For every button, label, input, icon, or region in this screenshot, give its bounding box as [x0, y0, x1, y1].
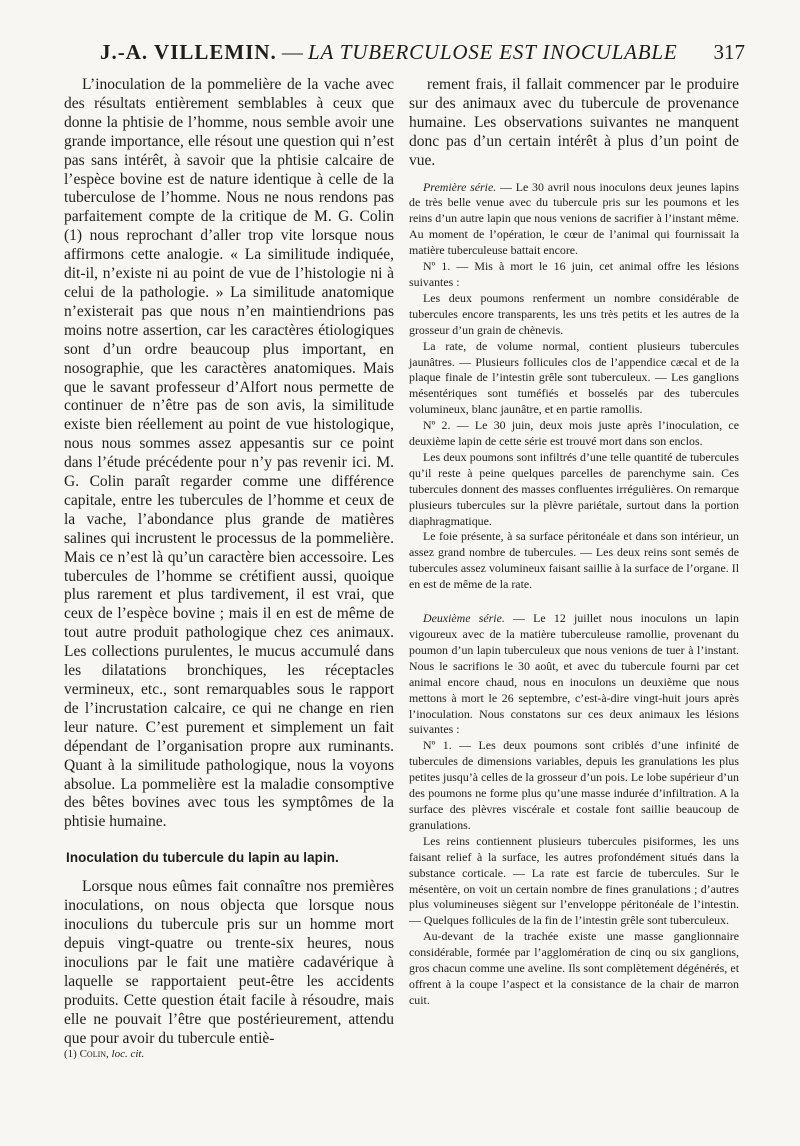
serie-1-no1-rate: La rate, de volume normal, contient plusieurs tubercules jaunâtres. — Plusieurs follicules clos de l’appendice cæcal et de la plaque finale de l’intestin grêle sont tuberculeux. — Les ganglions mésentériques sont tuméfiés et bosselés par des tubercules volumineux, blanc jaunâtre, et en partie ramollis. [409, 338, 739, 417]
serie-2-no1-reins: Les reins contiennent plusieurs tubercules pisiformes, les uns faisant relief à la surface, les autres profondément situés dans la substance corticale. — La rate est farcie de tubercules. Sur le mésentère, on voit un certain nombre de fines granulations ; d’autres plus volumineuses siègent sur l’enveloppe péritonéale de l’intestin. — Quelques follicules de la fin de l’intestin grêle sont tuberculeux. [409, 833, 739, 928]
footnote-reference: loc. cit. [111, 1048, 145, 1060]
serie-1-no2-foie: Le foie présente, à sa surface péritonéale et dans son intérieur, un assez grand nombre de tubercules. — Les deux reins sont semés de tubercules assez volumineux faisant saillie à la surface de l’organe. Il en est de même de la rate. [409, 529, 739, 592]
running-head-separator: — [281, 40, 303, 64]
left-column [64, 76, 394, 1048]
footnote [64, 1048, 394, 1060]
serie-2-text: — Le 12 juillet nous inoculons un lapin vigoureux avec de la matière tuberculeuse ramollie, provenant du poumon d’un lapin tuberculeux que nous venions de tuer à l’instant. Nous le sacrifions le 30 août, et avec du tubercule fourni par cet animal encore chaud, nous en inoculons un deuxième que nous mettons à mort le 26 septembre, c’est-à-dire vingt-huit jours après l’inoculation. Nous constatons sur ces deux animaux les lésions suivantes : [409, 611, 740, 737]
paragraph-pommeliere: L’inoculation de la pommelière de la vache avec des résultats entièrement semblables à ceux que donne la phtisie de l’homme, nous semble avoir une grande importance, elle résout une question qui n’est pas sans intérêt, à savoir que la phtisie calcaire de l’espèce bovine est de nature identique à celle de la tuberculose de l’homme. Nous ne nous rendons pas parfaitement compte de la critique de M. G. Colin (1) nous reprochant d’aller trop vite lorsque nous affirmons cette analogie. « La similitude indiquée, dit-il, n’existe ni au point de vue de l’histologie ni à celui de la pathologie. » La similitude anatomique n’existerait pas que nous n’en maintiendrions pas moins notre assertion, car les caractères étiologiques sont d’un ordre beaucoup plus important, en nosographie, que les caractères anatomiques. Mais que le savant professeur d’Alfort nous permette de continuer de n’être pas de son avis, la similitude existe bien réellement au point de vue histologique, nous nous sommes assez appesantis sur ce point dans l’étude précédente pour n’y pas revenir ici. M. G. Colin paraît regarder comme une différence capitale, entre les tubercules de l’homme et ceux de la vache, l’abondance plus grande de matières salines qui incrustent le processus de la pommelière. Mais ce n’est là qu’un caractère bien accessoire. Les tubercules de l’homme se crétifient aussi, quoique plus rarement et plus tardivement, il est vrai, que ceux de l’espèce bovine ; mais il en est de même de tout autre produit pathologique chez ces animaux. Les collections purulentes, le mucus accumulé dans les dilatations bronchiques, les réceptacles vermineux, etc., sont remarquables sous le rapport de l’incrustation calcaire, ce qui ne change en rien leur nature. C’est purement et simplement un fait dépendant de l’organisation propre aux ruminants. Quant à la similitude pathologique, nous la voyons absolue. La pommelière est la maladie consomptive des bêtes bovines avec tous les symptômes de la phtisie humaine. [64, 76, 394, 831]
serie-1-no2-poumons: Les deux poumons sont infiltrés d’une telle quantité de tubercules qu’il reste à peine quelques parcelles de parenchyme sain. Ces tubercules donnent des masses confluentes irrégulières. On remarque plusieurs tubercules sur la plèvre pariétale, surtout dans la portion diaphragmatique. [409, 449, 739, 528]
serie-2-no1-trachee: Au-devant de la trachée existe une masse ganglionnaire considérable, formée par l’agglomération de cinq ou six ganglions, gros chacun comme une aveline. Ils sont complètement dégénérés, et offrent à la coupe l’aspect et la consistance de la chair de marron cuit. [409, 929, 739, 1007]
serie-2-name: Deuxième série. [423, 611, 505, 626]
serie-2-intro [409, 611, 739, 738]
serie-1-name: Première série. [423, 179, 497, 194]
serie-1-no2-intro: Nº 2. — Le 30 juin, deux mois juste après l’inoculation, ce deuxième lapin de cette série est trouvé mort dans son enclos. [409, 418, 739, 449]
right-column [409, 76, 739, 1009]
paragraph-continuation: rement frais, il fallait commencer par le produire sur des animaux avec du tubercule de provenance humaine. Les observations suivantes ne manquent donc pas d’un certain intérêt à plus d’un point de vue. [409, 76, 739, 169]
section-heading: Inoculation du tubercule du lapin au lapin. [66, 850, 339, 866]
serie-1-no1-poumons: Les deux poumons renferment un nombre considérable de tubercules encore transparents, les uns très petits et les autres de la grosseur d’un grain de chènevis. [409, 290, 739, 337]
footnote-author: Colin, [79, 1048, 109, 1060]
serie-1-intro [409, 180, 739, 260]
running-head [100, 40, 745, 70]
footnote-marker: (1) [64, 1048, 77, 1060]
page-number: 317 [713, 40, 745, 64]
paragraph-inoculation-lapin: Lorsque nous eûmes fait connaître nos premières inoculations, on nous objecta que lorsque nous inoculions du tubercule pris sur un homme mort depuis vingt-quatre ou trente-six heures, nous inoculions par le fait une matière cadavérique à laquelle se rapportaient peut-être les accidents produits. Cette question était facile à résoudre, mais elle ne pouvait l’être que postérieurement, attendu que pour avoir du tubercule entiè- [64, 878, 394, 1047]
running-head-title: LA TUBERCULOSE EST INOCULABLE [307, 40, 678, 64]
serie-1-no1-intro: Nº 1. — Mis à mort le 16 juin, cet animal offre les lésions suivantes : [409, 259, 739, 289]
running-head-author: J.-A. VILLEMIN. [100, 40, 277, 64]
serie-2-no1-poumons: Nº 1. — Les deux poumons sont criblés d’une infinité de tubercules de dimensions variables, depuis les granulations les plus petites jusqu’à celles de la grosseur d’un pois. Le lobe supérieur d’un des poumons ne forme plus qu’une masse indurée d’infiltration. A la surface des plèvres viscérale et costale font saillie beaucoup de granulations. [409, 738, 739, 832]
serie-1-text: — Le 30 avril nous inoculons deux jeunes lapins de très belle venue avec du tubercule pris sur les poumons et les reins d’un autre lapin que nous venions de sacrifier à l’instant même. Au moment de l’opération, le cœur de l’animal qui fournissait la matière tuberculeuse battait encore. [409, 179, 739, 258]
